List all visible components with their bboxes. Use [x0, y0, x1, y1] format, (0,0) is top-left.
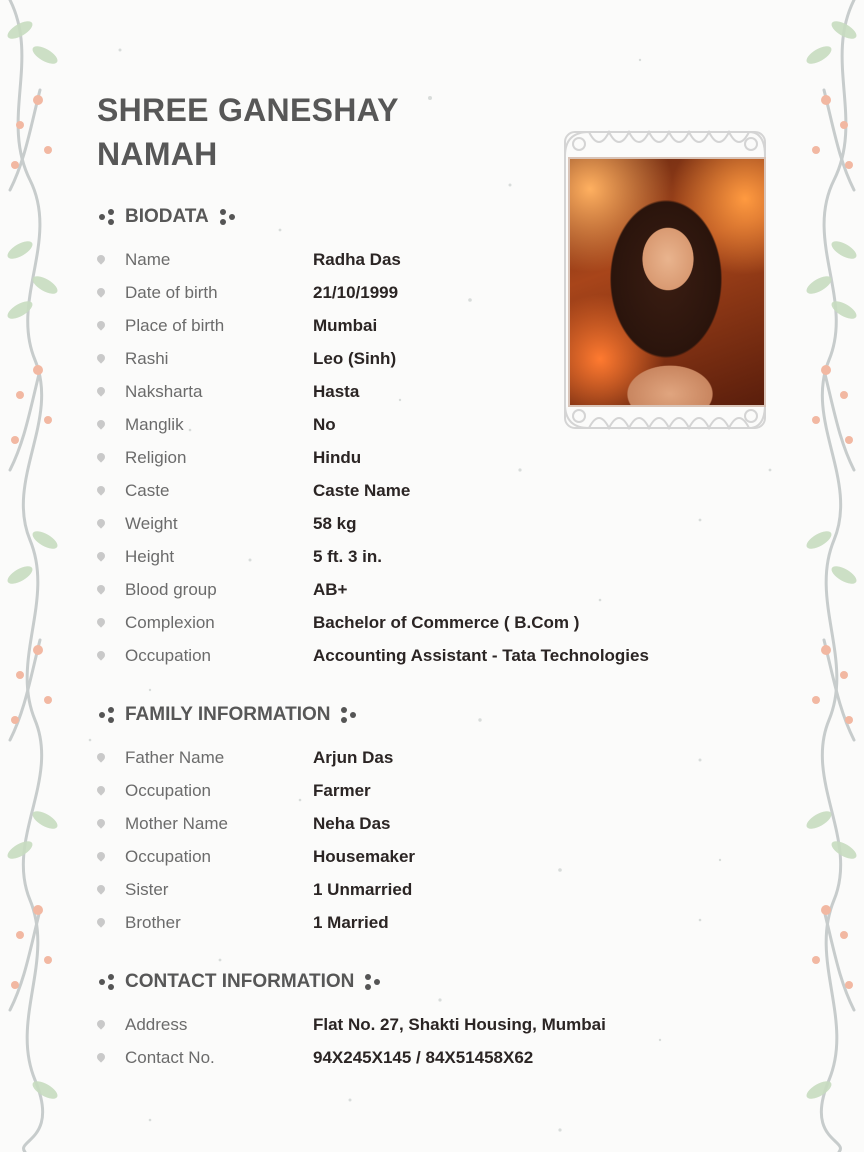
leaf-bullet-icon	[95, 817, 106, 828]
list-item	[97, 342, 737, 375]
field-value: 5 ft. 3 in.	[313, 546, 382, 566]
list-item	[97, 1008, 737, 1041]
field-label: Religion	[125, 447, 187, 467]
list-item	[97, 639, 737, 672]
field-label: Manglik	[125, 414, 184, 434]
section-heading-contact	[97, 969, 382, 995]
list-item	[97, 573, 737, 606]
field-label: Blood group	[125, 579, 217, 599]
leaf-bullet-icon	[95, 418, 106, 429]
field-label: Occupation	[125, 645, 211, 665]
list-item	[97, 1041, 737, 1074]
floral-border-left	[0, 0, 78, 1152]
field-label: Occupation	[125, 846, 211, 866]
leaf-bullet-icon	[95, 616, 106, 627]
field-label: Occupation	[125, 780, 211, 800]
dots-left-icon	[97, 207, 117, 227]
field-label: Complexion	[125, 612, 215, 632]
field-value: Flat No. 27, Shakti Housing, Mumbai	[313, 1014, 606, 1034]
field-value: Hindu	[313, 447, 362, 467]
list-item	[97, 474, 737, 507]
leaf-bullet-icon	[95, 286, 106, 297]
field-label: Brother	[125, 912, 181, 932]
field-label: Address	[125, 1014, 188, 1034]
leaf-bullet-icon	[95, 1051, 106, 1062]
leaf-bullet-icon	[95, 751, 106, 762]
floral-border-right	[786, 0, 864, 1152]
field-value: Neha Das	[313, 813, 391, 833]
leaf-bullet-icon	[95, 883, 106, 894]
list-item	[97, 441, 737, 474]
list-item	[97, 540, 737, 573]
dots-left-icon	[97, 705, 117, 725]
section-heading-label: FAMILY INFORMATION	[125, 704, 331, 725]
field-value: Hasta	[313, 381, 360, 401]
section-heading-label: CONTACT INFORMATION	[125, 971, 355, 992]
list-item	[97, 507, 737, 540]
section-heading-biodata	[97, 204, 237, 230]
list-item	[97, 774, 737, 807]
list-item	[97, 840, 737, 873]
list-item	[97, 906, 737, 939]
field-label: Weight	[125, 513, 178, 533]
leaf-bullet-icon	[95, 850, 106, 861]
field-value: 58 kg	[313, 513, 357, 533]
field-value: AB+	[313, 579, 348, 599]
field-label: Place of birth	[125, 315, 225, 335]
leaf-bullet-icon	[95, 517, 106, 528]
list-item	[97, 243, 737, 276]
field-value: Leo (Sinh)	[313, 348, 397, 368]
dots-right-icon	[362, 972, 382, 992]
field-label: Name	[125, 249, 171, 269]
field-label: Sister	[125, 879, 169, 899]
list-item	[97, 873, 737, 906]
field-value: Radha Das	[313, 249, 401, 269]
list-item	[97, 309, 737, 342]
leaf-bullet-icon	[95, 583, 106, 594]
field-label: Mother Name	[125, 813, 228, 833]
list-item	[97, 807, 737, 840]
contact-list	[97, 1008, 737, 1074]
leaf-bullet-icon	[95, 784, 106, 795]
leaf-bullet-icon	[95, 550, 106, 561]
field-value: 21/10/1999	[313, 282, 399, 302]
list-item	[97, 606, 737, 639]
family-list	[97, 741, 737, 939]
dots-right-icon	[217, 207, 237, 227]
section-heading-family	[97, 702, 358, 728]
list-item	[97, 375, 737, 408]
field-label: Caste	[125, 480, 170, 500]
leaf-bullet-icon	[95, 253, 106, 264]
field-value: Bachelor of Commerce ( B.Com )	[313, 612, 580, 632]
field-label: Contact No.	[125, 1047, 215, 1067]
field-value: Accounting Assistant - Tata Technologies	[313, 645, 649, 665]
list-item	[97, 276, 737, 309]
field-value: Caste Name	[313, 480, 411, 500]
leaf-bullet-icon	[95, 1018, 106, 1029]
field-label: Height	[125, 546, 175, 566]
field-value: Farmer	[313, 780, 371, 800]
field-value: No	[313, 414, 336, 434]
leaf-bullet-icon	[95, 352, 106, 363]
leaf-bullet-icon	[95, 451, 106, 462]
leaf-bullet-icon	[95, 319, 106, 330]
leaf-bullet-icon	[95, 385, 106, 396]
field-label: Naksharta	[125, 381, 203, 401]
field-value: Housemaker	[313, 846, 416, 866]
field-label: Father Name	[125, 747, 225, 767]
section-heading-label: BIODATA	[125, 206, 209, 227]
field-value: 94X245X145 / 84X51458X62	[313, 1047, 534, 1067]
dots-left-icon	[97, 972, 117, 992]
dots-right-icon	[338, 705, 358, 725]
field-label: Rashi	[125, 348, 169, 368]
leaf-bullet-icon	[95, 484, 106, 495]
page-title: SHREE GANESHAY NAMAH	[97, 92, 399, 172]
leaf-bullet-icon	[95, 649, 106, 660]
list-item	[97, 741, 737, 774]
field-value: Mumbai	[313, 315, 378, 335]
field-value: Arjun Das	[313, 747, 394, 767]
field-label: Date of birth	[125, 282, 218, 302]
field-value: 1 Unmarried	[313, 879, 413, 899]
leaf-bullet-icon	[95, 916, 106, 927]
biodata-list	[97, 243, 737, 672]
field-value: 1 Married	[313, 912, 389, 932]
list-item	[97, 408, 737, 441]
